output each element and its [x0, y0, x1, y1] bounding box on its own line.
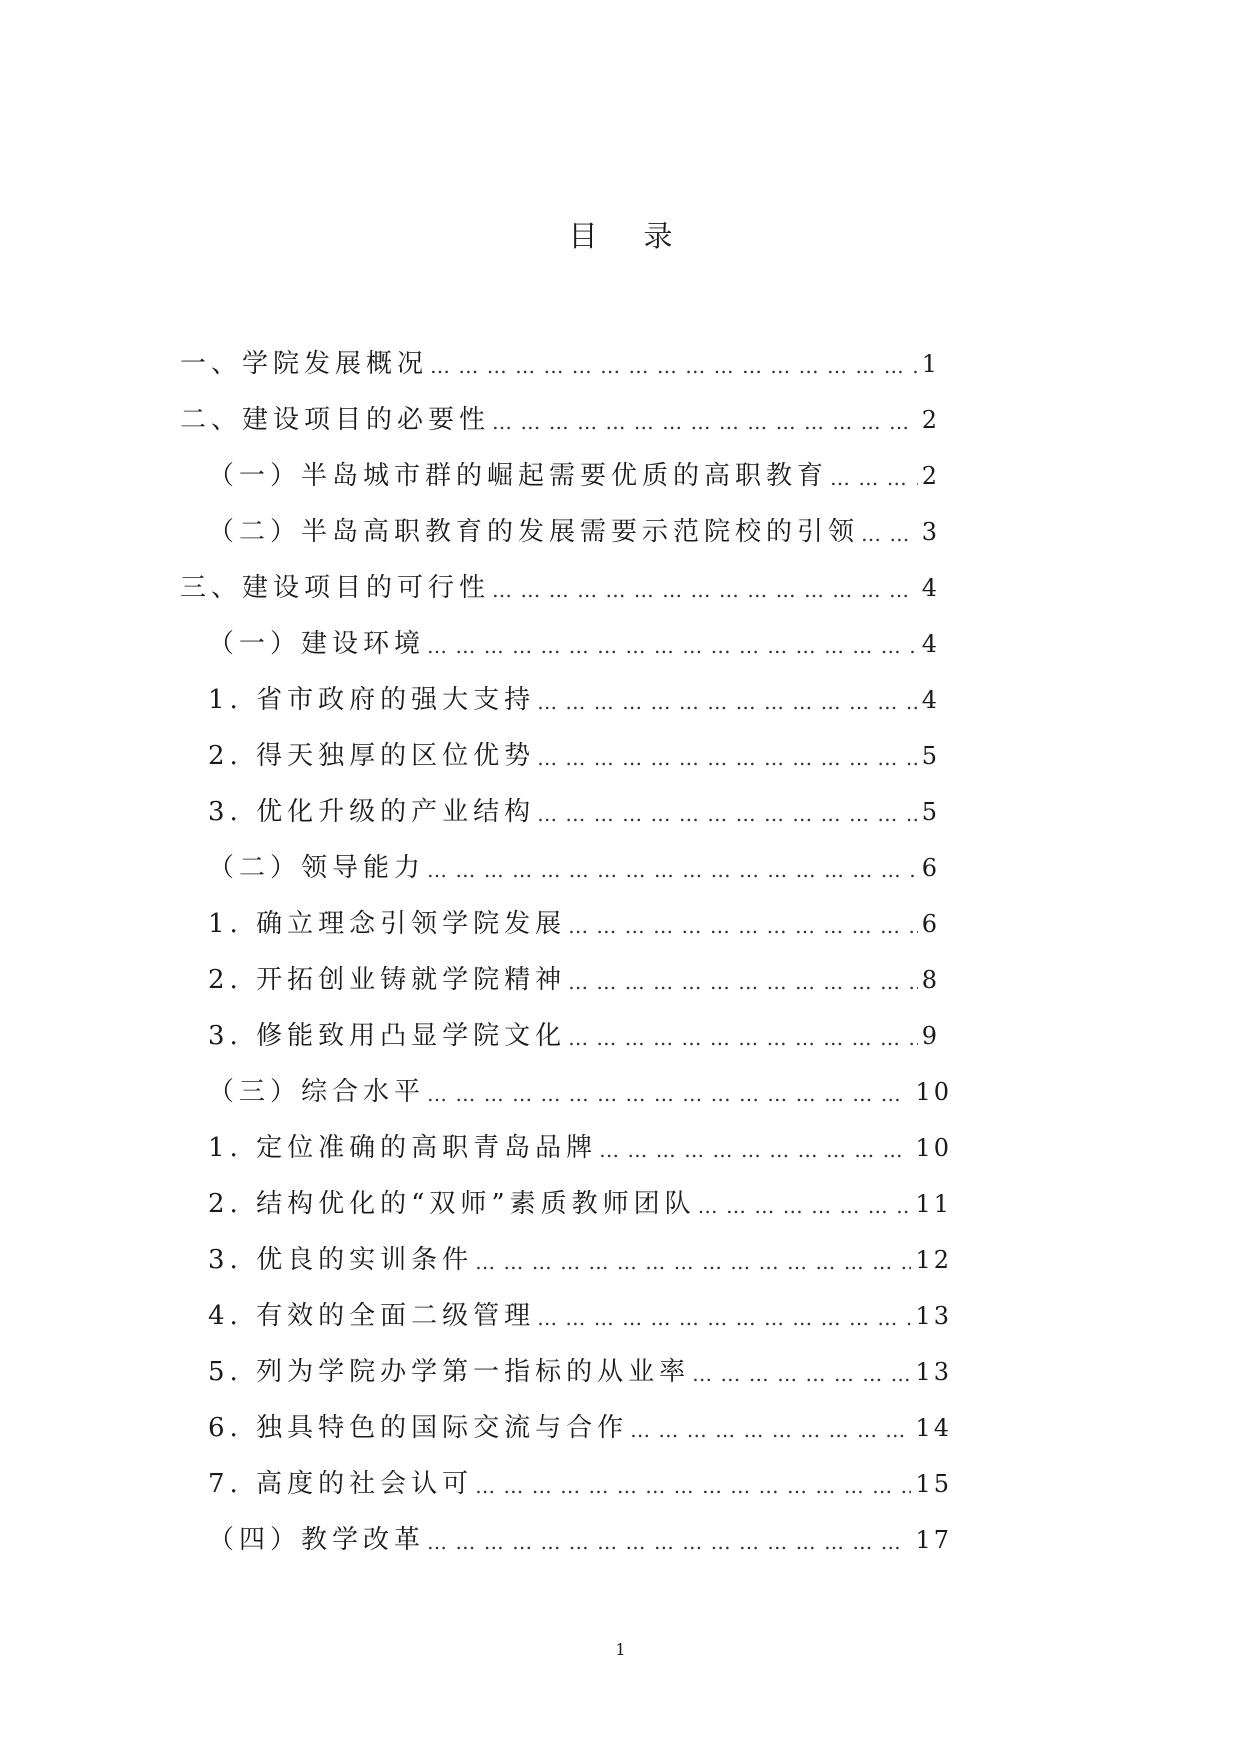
- toc-entry-page: 6: [921, 910, 940, 938]
- toc-entry[interactable]: [208, 456, 940, 496]
- toc-entry[interactable]: [208, 1072, 952, 1112]
- toc-entry[interactable]: [208, 736, 940, 776]
- toc-entry-text: 1. 定位准确的高职青岛品牌: [208, 1133, 598, 1163]
- toc-leader-dots: [475, 1244, 911, 1280]
- toc-leader-dots: [427, 1524, 911, 1560]
- toc-entry-text: 2. 开拓创业铸就学院精神: [208, 965, 567, 995]
- toc-entry-text: 5. 列为学院办学第一指标的从业率: [208, 1357, 691, 1387]
- toc-entry[interactable]: [180, 400, 940, 440]
- toc-leader-dots: [427, 852, 918, 888]
- toc-entry-page: 4: [921, 630, 940, 658]
- toc-entry-text: 7. 高度的社会认可: [208, 1469, 474, 1499]
- toc-entry[interactable]: [208, 904, 940, 944]
- toc-entry-text: 6. 独具特色的国际交流与合作: [208, 1413, 629, 1443]
- toc-leader-dots: [698, 1188, 912, 1224]
- toc-entry-text: 1. 省市政府的强大支持: [208, 685, 536, 715]
- toc-entry[interactable]: [208, 1128, 952, 1168]
- toc-entry-page: 13: [915, 1358, 952, 1386]
- toc-entry-page: 10: [915, 1134, 952, 1162]
- toc-leader-dots: [630, 1412, 911, 1448]
- toc-leader-dots: [427, 628, 918, 664]
- toc-leader-dots: [427, 1076, 911, 1112]
- toc-entry-text: （四）教学改革: [208, 1525, 426, 1555]
- toc-leader-dots: [568, 964, 918, 1000]
- toc-entry-page: 2: [921, 406, 940, 434]
- toc-entry-text: 三、建设项目的可行性: [180, 573, 491, 603]
- toc-leader-dots: [492, 404, 918, 440]
- toc-leader-dots: [475, 1468, 911, 1504]
- toc-entry-text: 1. 确立理念引领学院发展: [208, 909, 567, 939]
- toc-entry-text: 4. 有效的全面二级管理: [208, 1301, 536, 1331]
- toc-leader-dots: [692, 1356, 911, 1392]
- toc-entry-page: 5: [921, 798, 940, 826]
- toc-entry-page: 9: [921, 1022, 940, 1050]
- toc-entry-page: 4: [921, 574, 940, 602]
- toc-leader-dots: [599, 1132, 911, 1168]
- toc-entry-page: 11: [915, 1190, 952, 1218]
- toc-entry-text: 3. 优良的实训条件: [208, 1245, 474, 1275]
- toc-entry-page: 15: [915, 1470, 952, 1498]
- toc-entry-text: （三）综合水平: [208, 1077, 426, 1107]
- toc-entry-page: 14: [915, 1414, 952, 1442]
- toc-entry-page: 1: [921, 350, 940, 378]
- toc-leader-dots: [537, 684, 918, 720]
- toc-entry-text: 3. 修能致用凸显学院文化: [208, 1021, 567, 1051]
- toc-entry-page: 3: [921, 518, 940, 546]
- toc-leader-dots: [830, 460, 918, 496]
- toc-entry[interactable]: [208, 1016, 940, 1056]
- page-number: 1: [615, 1640, 626, 1659]
- toc-entry[interactable]: [208, 680, 940, 720]
- toc-entry[interactable]: [180, 344, 940, 384]
- toc-entry-page: 17: [915, 1526, 952, 1554]
- toc-entry-text: 2. 结构优化的“双师”素质教师团队: [208, 1189, 696, 1219]
- toc-leader-dots: [568, 1020, 918, 1056]
- toc-entry[interactable]: [180, 568, 940, 608]
- toc-leader-dots: [568, 908, 918, 944]
- toc-leader-dots: [430, 348, 918, 384]
- toc-leader-dots: [537, 740, 918, 776]
- toc-entry-page: 8: [921, 966, 940, 994]
- toc-leader-dots: [492, 572, 918, 608]
- toc-entry-text: （一）建设环境: [208, 629, 426, 659]
- toc-entry[interactable]: [208, 848, 940, 888]
- toc-entry-text: 一、学院发展概况: [180, 349, 429, 379]
- toc-leader-dots: [861, 516, 918, 552]
- toc-entry-text: 二、建设项目的必要性: [180, 405, 491, 435]
- toc-entry-text: （二）领导能力: [208, 853, 426, 883]
- toc-leader-dots: [537, 1300, 911, 1336]
- toc-entry-text: 2. 得天独厚的区位优势: [208, 741, 536, 771]
- toc-entry[interactable]: [208, 1240, 952, 1280]
- toc-title: 目录: [568, 219, 719, 253]
- toc-entry-page: 5: [921, 742, 940, 770]
- toc-entry-page: 10: [915, 1078, 952, 1106]
- toc-entry[interactable]: [208, 1464, 952, 1504]
- toc-entry-page: 13: [915, 1302, 952, 1330]
- toc-entry[interactable]: [208, 1352, 952, 1392]
- toc-entry-text: （一）半岛城市群的崛起需要优质的高职教育: [208, 461, 829, 491]
- toc-leader-dots: [537, 796, 918, 832]
- toc-entry[interactable]: [208, 960, 940, 1000]
- toc-entry[interactable]: [208, 792, 940, 832]
- toc-entry[interactable]: [208, 512, 940, 552]
- toc-entry-text: 3. 优化升级的产业结构: [208, 797, 536, 827]
- toc-entry[interactable]: [208, 1408, 952, 1448]
- toc-entry-text: （二）半岛高职教育的发展需要示范院校的引领: [208, 517, 860, 547]
- toc-entry-page: 2: [921, 462, 940, 490]
- toc-entry[interactable]: [208, 624, 940, 664]
- toc-entry-page: 4: [921, 686, 940, 714]
- toc-entry[interactable]: [208, 1520, 952, 1560]
- toc-entry[interactable]: [208, 1184, 952, 1224]
- toc-entry-page: 12: [915, 1246, 952, 1274]
- toc-entry[interactable]: [208, 1296, 952, 1336]
- toc-entry-page: 6: [921, 854, 940, 882]
